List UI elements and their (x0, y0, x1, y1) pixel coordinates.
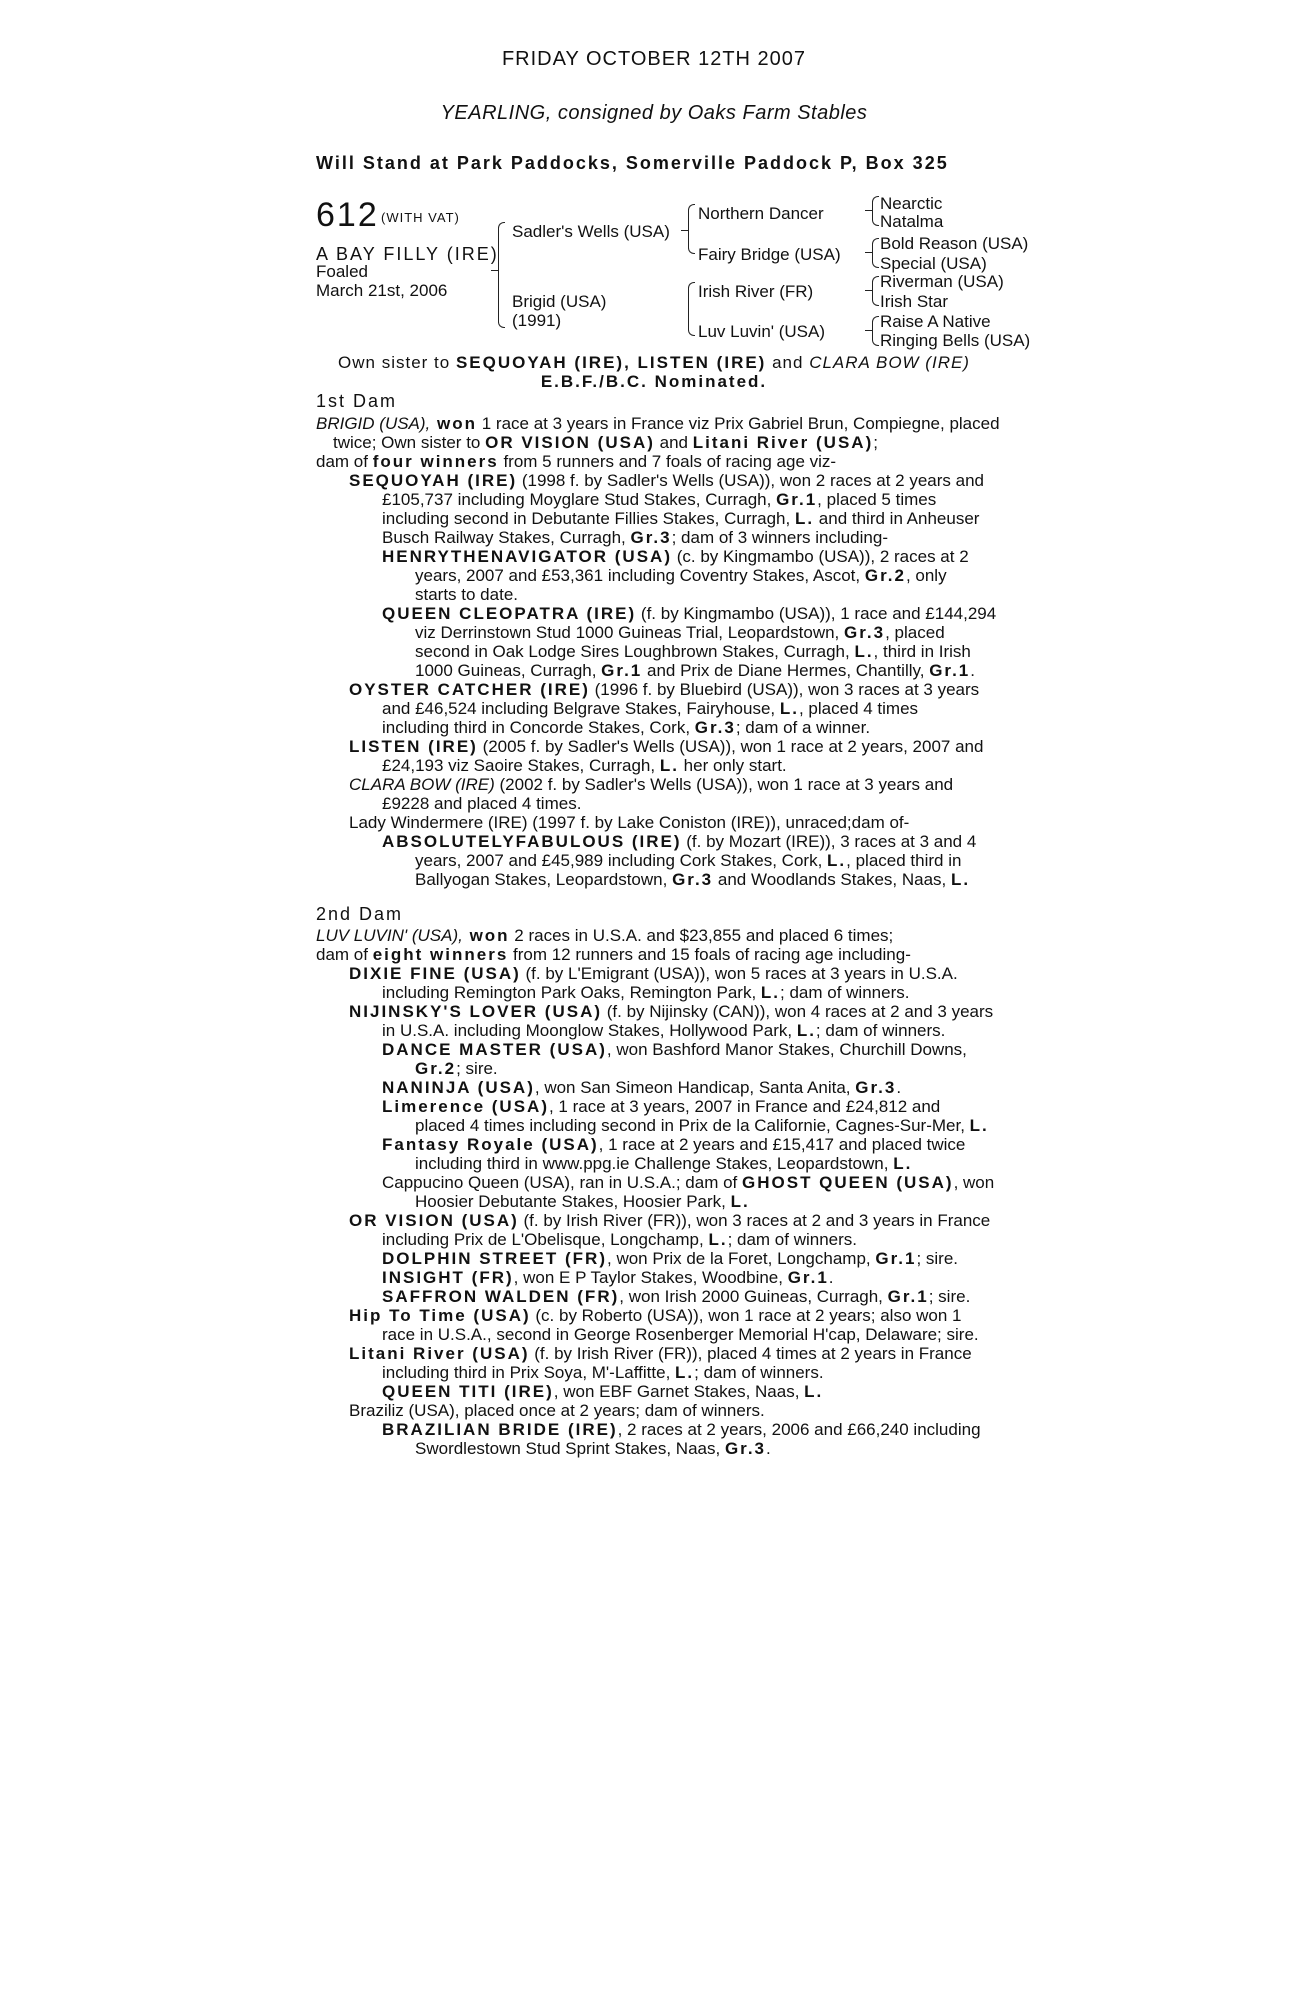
dam-sire-sire: Riverman (USA) (880, 272, 1004, 291)
pedigree-brace-sire-tick (681, 230, 688, 231)
first-dam-text: (f. by Kingmambo (USA)), 1 race and £144,294 (636, 604, 997, 623)
second-dam-bold-text: DOLPHIN STREET (FR) (382, 1249, 607, 1268)
second-dam-line (382, 1268, 834, 1287)
second-dam-bold-text: Limerence (USA) (382, 1097, 549, 1116)
stand-location: Will Stand at Park Paddocks, Somerville Paddock P, Box 325 (316, 153, 949, 173)
first-dam-line (382, 718, 870, 737)
second-dam-line (415, 1439, 771, 1458)
first-dam-line (382, 528, 888, 547)
sire-dam: Fairy Bridge (USA) (698, 245, 841, 264)
sire-dam-dam: Special (USA) (880, 254, 987, 273)
second-dam-bold-text: Gr.1 (887, 1287, 929, 1306)
foaled-date: March 21st, 2006 (316, 281, 448, 300)
second-dam-italic-text: LUV LUVIN' (USA), (316, 926, 463, 945)
first-dam-line (349, 680, 979, 699)
first-dam-line (415, 870, 970, 889)
first-dam-line (333, 433, 878, 452)
second-dam-text: including Prix de L'Obelisque, Longchamp, (382, 1230, 709, 1249)
pedigree-brace-dam (688, 282, 695, 336)
second-dam-text: (f. by Nijinsky (CAN)), won 4 races at 2 and 3 years (602, 1002, 994, 1021)
second-dam-bold-text: DANCE MASTER (USA) (382, 1040, 607, 1059)
second-dam-line (382, 1230, 857, 1249)
first-dam-text: and Prix de Diane Hermes, Chantilly, (642, 661, 930, 680)
second-dam-bold-text: L. (708, 1230, 728, 1249)
first-dam-text: , placed 4 times (798, 699, 919, 718)
second-dam-text: (c. by Roberto (USA)), won 1 race at 2 years; also won 1 (530, 1306, 962, 1325)
first-dam-bold-text: L. (950, 870, 971, 889)
horse-description: A BAY FILLY (IRE) (316, 244, 499, 264)
second-dam-bold-text: L. (804, 1382, 824, 1401)
second-dam-bold-text: L. (796, 1021, 816, 1040)
first-dam-text: years, 2007 and £45,989 including Cork Stakes, Cork, (415, 851, 828, 870)
second-dam-bold-text: Gr.3 (855, 1078, 897, 1097)
first-dam-bold-text: L. (779, 699, 799, 718)
pedigree-brace-dd (872, 316, 879, 346)
second-dam-text: placed 4 times including second in Prix de la Californie, Cagnes-Sur-Mer, (415, 1116, 970, 1135)
own-sister-prefix: Own sister to (338, 353, 451, 372)
second-dam-line (382, 1420, 981, 1439)
second-dam-text: , 1 race at 2 years and £15,417 and placed twice (598, 1135, 966, 1154)
first-dam-text: viz Derrinstown Stud 1000 Guineas Trial, Leopardstown, (415, 623, 845, 642)
second-dam-text: dam of (316, 945, 373, 964)
first-dam-bold-text: L. (659, 756, 679, 775)
second-dam-text: including third in Prix Soya, M'-Laffitte, (382, 1363, 676, 1382)
pedigree-brace-sd (872, 238, 879, 268)
first-dam-heading: 1st Dam (316, 391, 398, 411)
first-dam-line (316, 414, 1000, 433)
first-dam-bold-text: Gr.1 (929, 661, 971, 680)
sire-sire-sire: Nearctic (880, 194, 943, 213)
second-dam-bold-text: Gr.2 (415, 1059, 457, 1078)
second-dam-line (415, 1154, 912, 1173)
first-dam-bold-text: HENRYTHENAVIGATOR (USA) (382, 547, 672, 566)
dam-dam-dam: Ringing Bells (USA) (880, 331, 1031, 350)
own-sister-names: SEQUOYAH (IRE), LISTEN (IRE) (455, 353, 767, 372)
first-dam-text: (1998 f. by Sadler's Wells (USA)), won 2 races at 2 years and (517, 471, 984, 490)
second-dam-text: , won Prix de la Foret, Longchamp, (607, 1249, 876, 1268)
first-dam-text: (2002 f. by Sadler's Wells (USA)), won 1 race at 3 years and (494, 775, 954, 794)
second-dam-text: , won Irish 2000 Guineas, Curragh, (619, 1287, 888, 1306)
second-dam-line (316, 945, 911, 964)
dam-year: (1991) (512, 311, 562, 330)
second-dam-line (415, 1059, 498, 1078)
second-dam-bold-text: NANINJA (USA) (382, 1078, 535, 1097)
first-dam-bold-text: SEQUOYAH (IRE) (349, 471, 518, 490)
second-dam-text: , won (953, 1173, 995, 1192)
first-dam-text: years, 2007 and £53,361 including Coventry Stakes, Ascot, (415, 566, 865, 585)
second-dam-line (349, 964, 958, 983)
second-dam-bold-text: Gr.1 (787, 1268, 829, 1287)
first-dam-bold-text: L. (854, 642, 874, 661)
second-dam-text: , won Bashford Manor Stakes, Churchill Downs, (606, 1040, 967, 1059)
first-dam-italic-text: CLARA BOW (IRE) (349, 775, 495, 794)
second-dam-text: . (896, 1078, 902, 1097)
second-dam-text: ; dam of winners. (780, 983, 910, 1002)
first-dam-text: twice; Own sister to (333, 433, 486, 452)
first-dam-text: , placed (885, 623, 945, 642)
second-dam-text: , 1 race at 3 years, 2007 in France and £24,812 and (548, 1097, 941, 1116)
first-dam-text: 1000 Guineas, Curragh, (415, 661, 602, 680)
first-dam-bold-text: L. (827, 851, 847, 870)
second-dam-bold-text: QUEEN TITI (IRE) (382, 1382, 554, 1401)
second-dam-text: , won E P Taylor Stakes, Woodbine, (513, 1268, 788, 1287)
first-dam-text: , placed 5 times (817, 490, 937, 509)
second-dam-line (349, 1211, 990, 1230)
first-dam-line (382, 756, 787, 775)
second-dam-line (316, 926, 893, 945)
first-dam-text: 1 race at 3 years in France viz Prix Gabriel Brun, Compiegne, placed (477, 414, 1000, 433)
second-dam-text: (f. by Irish River (FR)), placed 4 times at 2 years in France (529, 1344, 972, 1363)
first-dam-bold-text: Gr.1 (601, 661, 643, 680)
first-dam-line (382, 832, 976, 851)
first-dam-text: and Woodlands Stakes, Naas, (713, 870, 951, 889)
second-dam-bold-text: Gr.3 (724, 1439, 767, 1458)
first-dam-text: (c. by Kingmambo (USA)), 2 races at 2 (672, 547, 969, 566)
second-dam-text: Hoosier Debutante Stakes, Hoosier Park, (415, 1192, 731, 1211)
first-dam-text: £105,737 including Moyglare Stud Stakes, Curragh, (382, 490, 777, 509)
first-dam-text: , placed third in (846, 851, 962, 870)
second-dam-line (382, 1249, 958, 1268)
first-dam-bold-text: QUEEN CLEOPATRA (IRE) (382, 604, 637, 623)
first-dam-text: and third in Anheuser (814, 509, 980, 528)
second-dam-line (382, 1363, 824, 1382)
second-dam-line (349, 1401, 765, 1420)
first-dam-line (415, 566, 947, 585)
first-dam-bold-text: LISTEN (IRE) (349, 737, 478, 756)
second-dam-line (415, 1192, 750, 1211)
first-dam-bold-text: Gr.3 (630, 528, 672, 547)
foaled-label: Foaled (316, 262, 368, 281)
pedigree-brace-ds (872, 276, 879, 306)
first-dam-line (316, 452, 836, 471)
pedigree-brace-sd-tick (865, 252, 872, 253)
first-dam-line (349, 737, 983, 756)
second-dam-line (382, 1325, 979, 1344)
second-dam-bold-text: DIXIE FINE (USA) (349, 964, 521, 983)
second-dam-line (349, 1306, 962, 1325)
first-dam-text: (f. by Mozart (IRE)), 3 races at 3 and 4 (681, 832, 977, 851)
first-dam-bold-text: four winners (372, 452, 499, 471)
dam: Brigid (USA) (512, 292, 607, 311)
second-dam-bold-text: INSIGHT (FR) (382, 1268, 514, 1287)
second-dam-line (382, 1173, 994, 1192)
first-dam-text: starts to date. (415, 585, 518, 604)
dam-dam-sire: Raise A Native (880, 312, 991, 331)
dam-sire: Irish River (FR) (698, 282, 814, 301)
second-dam-text: including third in www.ppg.ie Challenge Stakes, Leopardstown, (415, 1154, 894, 1173)
second-dam-text: , 2 races at 2 years, 2006 and £66,240 including (617, 1420, 981, 1439)
first-dam-text: , third in Irish (873, 642, 971, 661)
second-dam-text: ; dam of winners. (694, 1363, 824, 1382)
second-dam-line (415, 1116, 989, 1135)
second-dam-line (382, 1135, 965, 1154)
pedigree-brace-dd-tick (865, 330, 872, 331)
first-dam-line (415, 585, 518, 604)
second-dam-bold-text: won (462, 926, 510, 945)
first-dam-line (382, 604, 996, 623)
second-dam-text: ; sire. (456, 1059, 498, 1078)
first-dam-text: her only start. (678, 756, 787, 775)
second-dam-text: 2 races in U.S.A. and $23,855 and placed 6 times; (509, 926, 894, 945)
second-dam-line (382, 1382, 823, 1401)
first-dam-bold-text: Gr.2 (864, 566, 906, 585)
first-dam-text: . (970, 661, 976, 680)
first-dam-bold-text: L. (794, 509, 815, 528)
second-dam-text: . (766, 1439, 771, 1458)
first-dam-line (349, 813, 909, 832)
second-dam-line (382, 1021, 945, 1040)
second-dam-text: from 12 runners and 15 foals of racing age including- (508, 945, 911, 964)
first-dam-line (382, 547, 969, 566)
second-dam-text: (f. by L'Emigrant (USA)), won 5 races at 3 years in U.S.A. (520, 964, 958, 983)
first-dam-bold-text: Gr.1 (776, 490, 818, 509)
first-dam-text: including third in Concorde Stakes, Cork, (382, 718, 695, 737)
sale-date: FRIDAY OCTOBER 12TH 2007 (501, 48, 807, 70)
second-dam-text: race in U.S.A., second in George Rosenberger Memorial H'cap, Delaware; sire. (382, 1325, 979, 1344)
second-dam-bold-text: eight winners (372, 945, 509, 964)
second-dam-bold-text: Litani River (USA) (349, 1344, 530, 1363)
first-dam-bold-text: ABSOLUTELYFABULOUS (IRE) (382, 832, 682, 851)
second-dam-text: including Remington Park Oaks, Remington Park, (382, 983, 761, 1002)
second-dam-line (382, 983, 909, 1002)
lot-number: 612 (316, 196, 379, 234)
first-dam-text: and £46,524 including Belgrave Stakes, Fairyhouse, (382, 699, 780, 718)
first-dam-bold-text: Gr.3 (694, 718, 736, 737)
pedigree-brace-sire (688, 204, 695, 254)
first-dam-text: dam of (316, 452, 373, 471)
first-dam-text: Ballyogan Stakes, Leopardstown, (415, 870, 673, 889)
dam-dam: Luv Luvin' (USA) (698, 322, 826, 341)
second-dam-text: ; sire. (916, 1249, 959, 1268)
second-dam-bold-text: Hip To Time (USA) (349, 1306, 531, 1325)
dam-sire-dam: Irish Star (880, 292, 949, 311)
second-dam-text: in U.S.A. including Moonglow Stakes, Hollywood Park, (382, 1021, 797, 1040)
second-dam-bold-text: GHOST QUEEN (USA) (742, 1173, 954, 1192)
first-dam-bold-text: won (430, 414, 478, 433)
first-dam-bold-text: OYSTER CATCHER (IRE) (349, 680, 590, 699)
second-dam-bold-text: SAFFRON WALDEN (FR) (382, 1287, 620, 1306)
first-dam-text: ; (873, 433, 878, 452)
sire: Sadler's Wells (USA) (512, 222, 670, 241)
second-dam-bold-text: OR VISION (USA) (349, 1211, 519, 1230)
first-dam-text: including second in Debutante Fillies Stakes, Curragh, (382, 509, 795, 528)
second-dam-text: (f. by Irish River (FR)), won 3 races at 2 and 3 years in France (518, 1211, 991, 1230)
second-dam-bold-text: L. (760, 983, 781, 1002)
first-dam-bold-text: Gr.3 (672, 870, 714, 889)
second-dam-text: ; dam of winners. (727, 1230, 858, 1249)
first-dam-line (415, 851, 961, 870)
second-dam-bold-text: L. (969, 1116, 989, 1135)
second-dam-line (382, 1078, 901, 1097)
second-dam-bold-text: L. (730, 1192, 750, 1211)
first-dam-italic-text: BRIGID (USA), (316, 414, 431, 433)
second-dam-bold-text: NIJINSKY'S LOVER (USA) (349, 1002, 603, 1021)
second-dam-bold-text: Fantasy Royale (USA) (382, 1135, 599, 1154)
first-dam-bold-text: OR VISION (USA) (485, 433, 655, 452)
first-dam-text: £9228 and placed 4 times. (382, 794, 582, 813)
own-sister-note (0, 353, 1308, 373)
second-dam-text: Braziliz (USA), placed once at 2 years; dam of winners. (349, 1401, 765, 1420)
second-dam-text: , won EBF Garnet Stakes, Naas, (553, 1382, 805, 1401)
first-dam-text: ; dam of 3 winners including- (671, 528, 888, 547)
second-dam-line (382, 1287, 970, 1306)
first-dam-text: Lady Windermere (IRE) (1997 f. by Lake Coniston (IRE)), unraced;dam of- (349, 813, 910, 832)
second-dam-line (349, 1002, 993, 1021)
first-dam-bold-text: Gr.3 (844, 623, 886, 642)
first-dam-line (382, 509, 979, 528)
first-dam-text: Busch Railway Stakes, Curragh, (382, 528, 631, 547)
first-dam-text: , only (905, 566, 947, 585)
consignment-subtitle: YEARLING, consigned by Oaks Farm Stables (440, 102, 868, 124)
first-dam-text: (2005 f. by Sadler's Wells (USA)), won 1 race at 2 years, 2007 and (477, 737, 984, 756)
vat-note: (WITH VAT) (381, 210, 460, 225)
pedigree-brace-ss-tick (865, 210, 872, 211)
pedigree-brace-main (498, 222, 505, 328)
own-sister-last: CLARA BOW (IRE) (809, 353, 970, 372)
second-dam-heading: 2nd Dam (316, 904, 404, 924)
first-dam-bold-text: Litani River (USA) (692, 433, 874, 452)
second-dam-bold-text: Gr.1 (875, 1249, 917, 1268)
second-dam-text: Swordlestown Stud Sprint Stakes, Naas, (415, 1439, 725, 1458)
second-dam-line (382, 1097, 940, 1116)
sire-dam-sire: Bold Reason (USA) (880, 234, 1029, 253)
sire-sire-dam: Natalma (880, 212, 944, 231)
pedigree-brace-main-tick (491, 270, 498, 271)
first-dam-text: (1996 f. by Bluebird (USA)), won 3 races at 3 years (589, 680, 980, 699)
second-dam-text: ; sire. (928, 1287, 971, 1306)
first-dam-line (415, 661, 975, 680)
second-dam-text: , won San Simeon Handicap, Santa Anita, (534, 1078, 856, 1097)
first-dam-text: and (654, 433, 693, 452)
first-dam-line (382, 794, 581, 813)
first-dam-text: £24,193 viz Saoire Stakes, Curragh, (382, 756, 660, 775)
second-dam-bold-text: BRAZILIAN BRIDE (IRE) (382, 1420, 618, 1439)
second-dam-text: ; dam of winners. (815, 1021, 946, 1040)
second-dam-text: Cappucino Queen (USA), ran in U.S.A.; dam of (382, 1173, 743, 1192)
own-sister-and: and (772, 353, 804, 372)
first-dam-line (382, 490, 936, 509)
second-dam-bold-text: L. (675, 1363, 695, 1382)
first-dam-line (415, 642, 971, 661)
first-dam-text: from 5 runners and 7 foals of racing age viz- (498, 452, 837, 471)
first-dam-line (349, 775, 953, 794)
first-dam-line (415, 623, 945, 642)
second-dam-bold-text: L. (893, 1154, 913, 1173)
pedigree-brace-ds-tick (865, 290, 872, 291)
first-dam-line (382, 699, 918, 718)
nomination-note: E.B.F./B.C. Nominated. (540, 372, 768, 391)
first-dam-line (349, 471, 984, 490)
sire-sire: Northern Dancer (698, 204, 824, 223)
second-dam-text: . (828, 1268, 834, 1287)
second-dam-line (382, 1040, 967, 1059)
first-dam-text: second in Oak Lodge Sires Loughbrown Stakes, Curragh, (415, 642, 855, 661)
second-dam-line (349, 1344, 972, 1363)
pedigree-brace-ss (872, 196, 879, 226)
first-dam-text: ; dam of a winner. (735, 718, 871, 737)
